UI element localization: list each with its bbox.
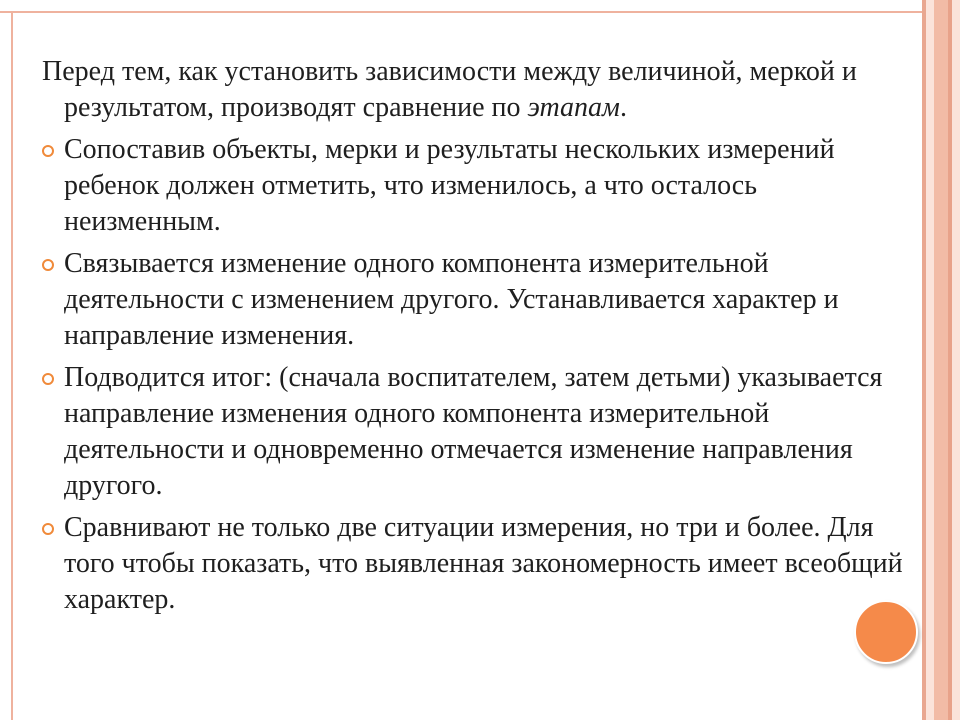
frame-top-line (0, 11, 922, 13)
ring-bullet-icon (42, 373, 54, 385)
frame-left-line (11, 11, 13, 720)
bullet-item-text: Подводится итог: (сначала воспитателем, затем детьми) указывается направление изменения одного компонента измерительной деятельности и одновременно отмечается изменение направления другого. (64, 362, 883, 501)
bullet-item (42, 360, 914, 504)
ring-bullet-icon (42, 523, 54, 535)
right-stripe (926, 0, 934, 720)
slide-body (42, 54, 914, 624)
intro-text-end: . (619, 92, 627, 123)
orange-circle-icon (854, 600, 918, 664)
right-stripe (952, 0, 960, 720)
bullet-item-text: Сопоставив объекты, мерки и результаты нескольких измерений ребенок должен отметить, что изменилось, а что осталось неизменным. (64, 134, 835, 237)
right-stripe (934, 0, 948, 720)
bullet-item (42, 510, 914, 618)
intro-italic-text: этапам (527, 92, 620, 123)
bullet-item-text: Связывается изменение одного компонента измерительной деятельности с изменением другого. Устанавливается характер и направление изменения. (64, 248, 839, 351)
bullet-item (42, 132, 914, 240)
ring-bullet-icon (42, 259, 54, 271)
intro-paragraph (42, 54, 914, 126)
ring-bullet-icon (42, 145, 54, 157)
bullet-item (42, 246, 914, 354)
intro-text: Перед тем, как установить зависимости между величиной, меркой и результатом, производят сравнение по (42, 56, 857, 123)
bullet-item-text: Сравнивают не только две ситуации измерения, но три и более. Для того чтобы показать, что выявленная закономерность имеет всеобщий характер. (64, 512, 903, 615)
